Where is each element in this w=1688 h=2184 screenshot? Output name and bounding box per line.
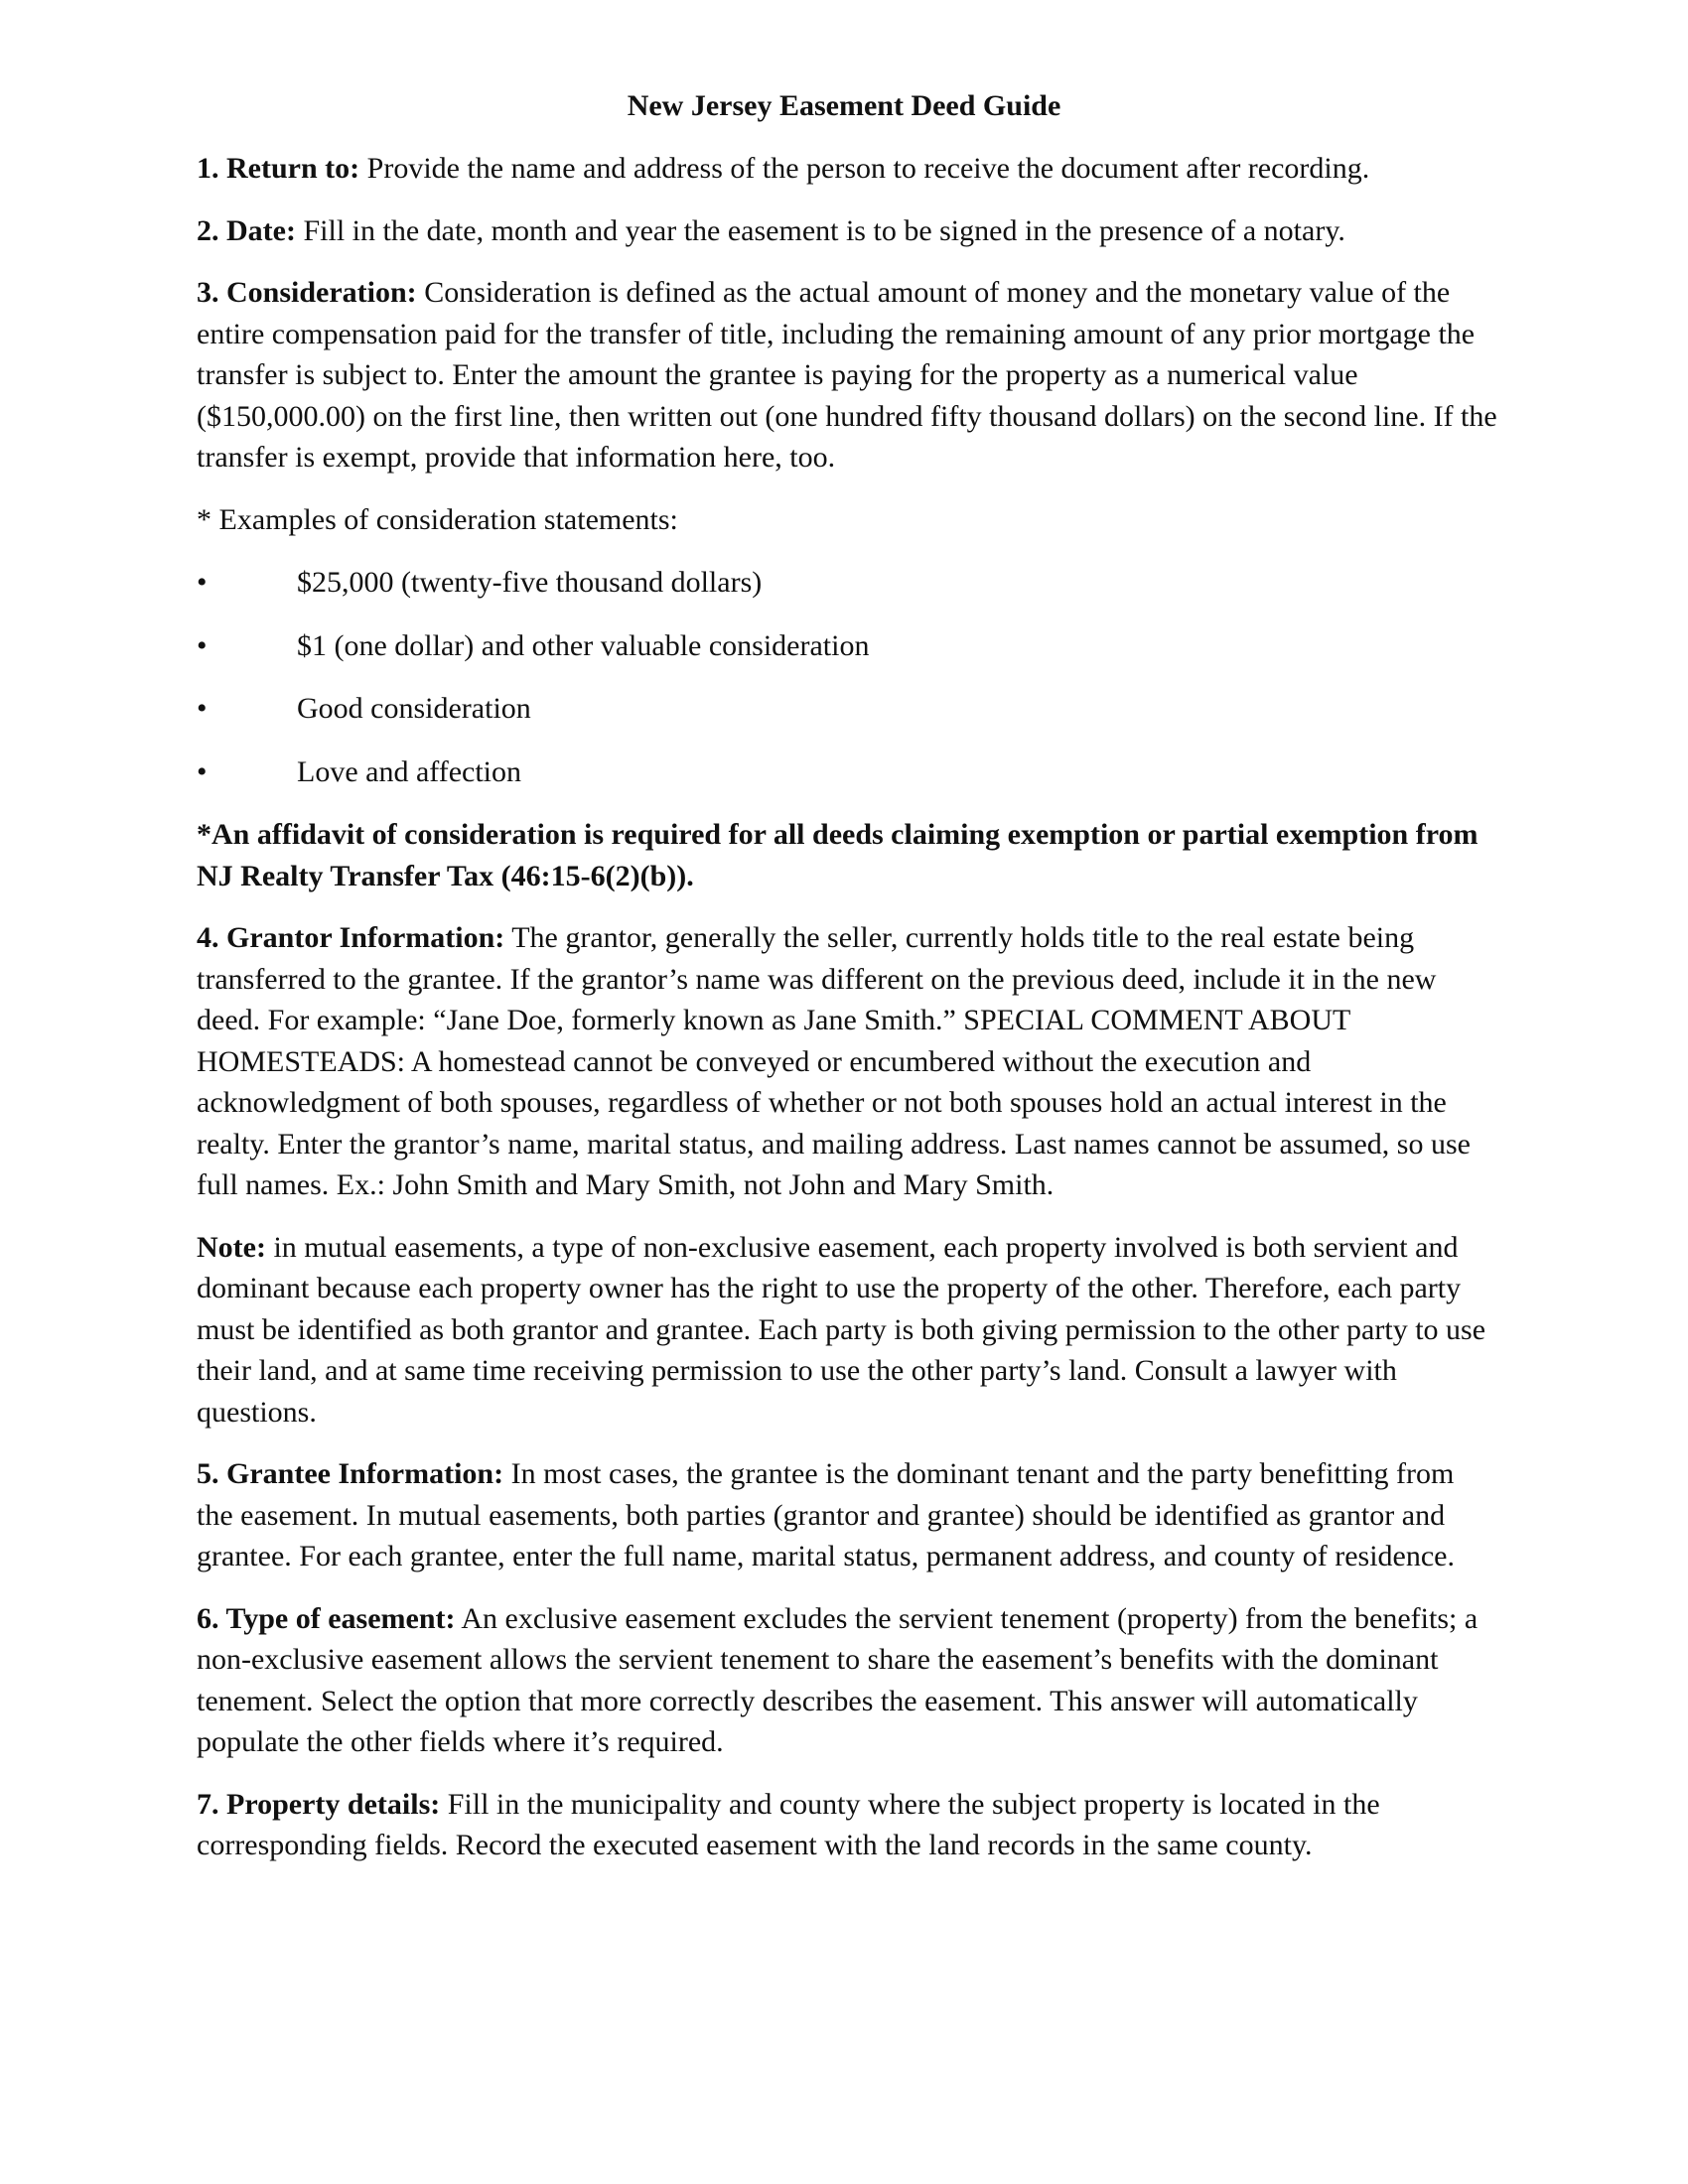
section-return-to xyxy=(197,148,1497,190)
section-text: Provide the name and address of the person to receive the document after recording. xyxy=(359,152,1370,185)
section-label: Note: xyxy=(197,1230,266,1264)
section-property-details xyxy=(197,1784,1497,1866)
section-label: 1. Return to: xyxy=(197,152,360,185)
document-body xyxy=(197,148,1497,1887)
section-type-of-easement xyxy=(197,1598,1497,1763)
section-label: 2. Date: xyxy=(197,213,296,247)
examples-intro: * Examples of consideration statements: xyxy=(197,502,678,536)
section-label: 6. Type of easement: xyxy=(197,1601,456,1635)
section-note xyxy=(197,1227,1497,1433)
section-text: An exclusive easement excludes the servient tenement (property) from the benefits; a non-exclusive easement allows the servient tenement to share the easement’s benefits with the dominant tenement. Select the option that more correctly describes the easement. This answer will automatically populate the other fields where it’s required. xyxy=(197,1601,1478,1758)
section-label: 7. Property details: xyxy=(197,1787,441,1821)
section-consideration xyxy=(197,272,1497,478)
section-text: in mutual easements, a type of non-exclusive easement, each property involved is both servient and dominant because each property owner has the right to use the property of the other. Therefore, each party must be identified as both grantor and grantee. Each party is both giving permission to the other party to use their land, and at same time receiving permission to use the other party’s land. Consult a lawyer with questions. xyxy=(197,1230,1486,1429)
section-grantor-information xyxy=(197,917,1497,1206)
list-item xyxy=(197,751,1497,793)
section-text: Fill in the date, month and year the easement is to be signed in the presence of a notary. xyxy=(295,213,1345,247)
bullet-icon: • xyxy=(197,628,208,662)
list-item-text: $1 (one dollar) and other valuable consideration xyxy=(297,628,870,662)
affidavit-note: *An affidavit of consideration is required for all deeds claiming exemption or partial exemption from NJ Realty Transfer Tax (46:15-6(2)(b)). xyxy=(197,818,1478,892)
bullet-icon: • xyxy=(197,692,208,725)
section-label: 3. Consideration: xyxy=(197,276,417,309)
bullet-icon: • xyxy=(197,754,208,788)
section-text: Consideration is defined as the actual amount of money and the monetary value of the entire compensation paid for the transfer of title, including the remaining amount of any prior mortgage the transfer is subject to. Enter the amount the grantee is paying for the property as a numerical value ($150,000.00) on the first line, then written out (one hundred fifty thousand dollars) on the second line. If the transfer is exempt, provide that information here, too. xyxy=(197,276,1497,474)
list-item-text: Good consideration xyxy=(297,692,531,725)
bullet-icon: • xyxy=(197,566,208,599)
section-date xyxy=(197,210,1497,252)
list-item xyxy=(197,688,1497,730)
list-item xyxy=(197,625,1497,667)
list-item-text: Love and affection xyxy=(297,754,522,788)
section-text: In most cases, the grantee is the dominant tenant and the party benefitting from the easement. In mutual easements, both parties (grantor and grantee) should be identified as grantor and grantee. For each grantee, enter the full name, marital status, permanent address, and county of residence. xyxy=(197,1457,1455,1572)
list-item xyxy=(197,562,1497,604)
section-label: 5. Grantee Information: xyxy=(197,1457,504,1490)
page-title: New Jersey Easement Deed Guide xyxy=(627,89,1061,122)
section-text: The grantor, generally the seller, currently holds title to the real estate being transferred to the grantee. If the grantor’s name was different on the previous deed, include it in the new deed. For example: “Jane Doe, formerly known as Jane Smith.” SPECIAL COMMENT ABOUT HOMESTEADS: A homestead cannot be conveyed or encumbered without the execution and acknowledgment of both spouses, regardless of whether or not both spouses hold an actual interest in the realty. Enter the grantor’s name, marital status, and mailing address. Last names cannot be assumed, so use full names. Ex.: John Smith and Mary Smith, not John and Mary Smith. xyxy=(197,921,1471,1201)
section-text: Fill in the municipality and county where the subject property is located in the corresponding fields. Record the executed easement with the land records in the same county. xyxy=(197,1787,1380,1861)
section-label: 4. Grantor Information: xyxy=(197,921,505,954)
section-grantee-information xyxy=(197,1453,1497,1577)
examples-list xyxy=(197,562,1497,792)
list-item-text: $25,000 (twenty-five thousand dollars) xyxy=(297,566,763,599)
